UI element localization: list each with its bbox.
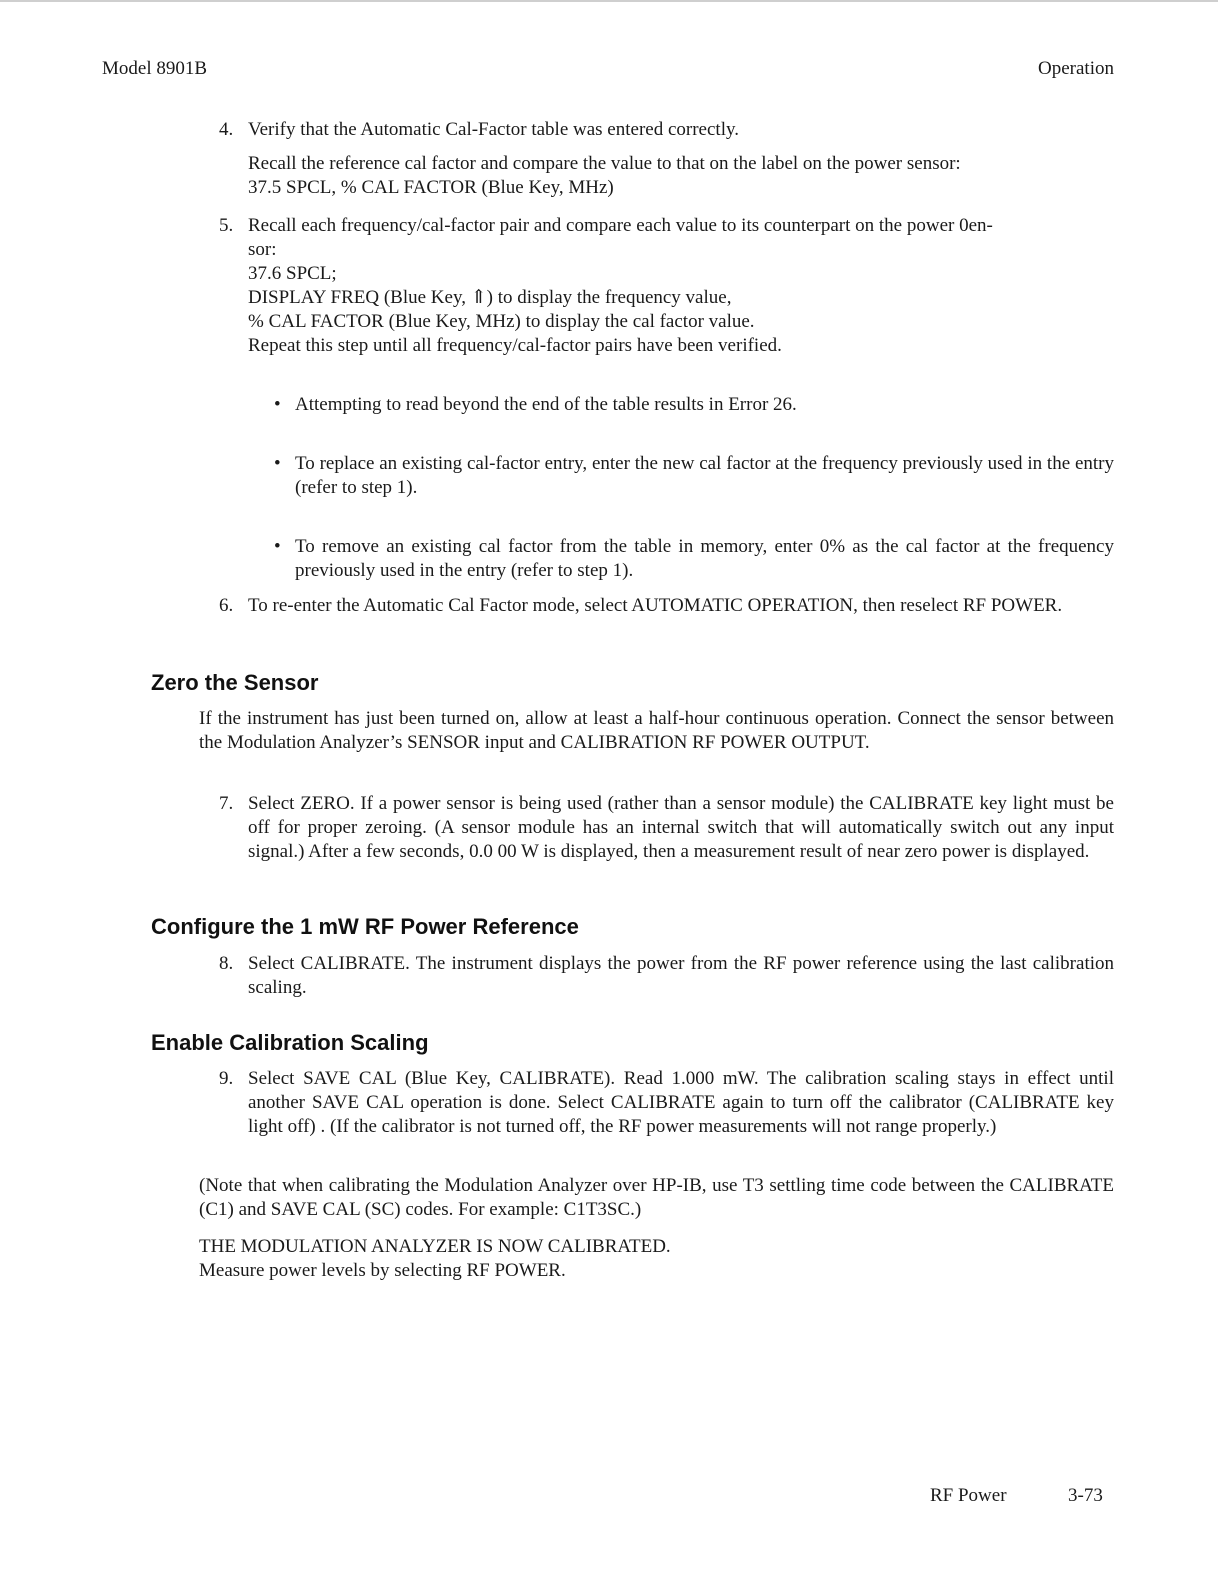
step-6 — [219, 594, 1114, 618]
bullet-item — [274, 393, 1114, 417]
step-text: Repeat this step until all frequency/cal-factor pairs have been verified. — [248, 335, 782, 356]
step-text: Select ZERO. If a power sensor is being used (rather than a sensor module) the CALIBRATE key light must be off for proper zeroing. (A sensor module has an internal switch that will automatically switch out any input signal.) After a few seconds, 0.0 00 W is displayed, then a measurement result of near zero power is displayed. — [248, 793, 1114, 862]
header-model: Model 8901B — [102, 58, 208, 79]
step-number: 5. — [219, 215, 234, 236]
closing-line: THE MODULATION ANALYZER IS NOW CALIBRATED. — [199, 1236, 671, 1257]
step-7 — [219, 792, 1114, 864]
step-text: sor: — [248, 239, 277, 260]
step-text: Select SAVE CAL (Blue Key, CALIBRATE). Read 1.000 mW. The calibration scaling stays in effect until another SAVE CAL operation is done. Select CALIBRATE again to turn off the calibrator (CALIBRATE key light off) . (If the calibrator is not turned off, the RF power measurements will not range properly.) — [248, 1068, 1114, 1137]
step-text: To re-enter the Automatic Cal Factor mode, select AUTOMATIC OPERATION, then reselect RF POWER. — [248, 595, 1063, 616]
step-text: Recall the reference cal factor and compare the value to that on the label on the power sensor: — [248, 153, 961, 174]
bullet-text: To replace an existing cal-factor entry, enter the new cal factor at the frequency previously used in the entry (refer to step 1). — [295, 453, 1114, 498]
step-text: Select CALIBRATE. The instrument displays the power from the RF power reference using the last calibration scaling. — [248, 953, 1114, 998]
step-text: Verify that the Automatic Cal-Factor table was entered correctly. — [248, 119, 739, 140]
bullet-item — [274, 452, 1114, 500]
bullet-item — [274, 535, 1114, 583]
step-number: 6. — [219, 595, 234, 616]
step-number: 7. — [219, 793, 234, 814]
page-top-rule — [0, 0, 1218, 2]
section-heading-enable: Enable Calibration Scaling — [151, 1030, 429, 1055]
step-9 — [219, 1067, 1114, 1139]
step-text: Recall each frequency/cal-factor pair and compare each value to its counterpart on the power 0en- — [248, 215, 993, 236]
step-text: 37.6 SPCL; — [248, 263, 337, 284]
zero-intro: If the instrument has just been turned on, allow at least a half-hour continuous operation. Connect the sensor between the Modulation Analyzer’s SENSOR input and CALIBRATION RF POWER OUTPUT. — [199, 708, 1114, 753]
bullet-glyph: • — [274, 453, 281, 474]
header-section: Operation — [1038, 58, 1114, 79]
step-text: DISPLAY FREQ (Blue Key, ⇑) to display the frequency value, — [248, 287, 732, 308]
hpib-note: (Note that when calibrating the Modulation Analyzer over HP-IB, use T3 settling time code between the CALIBRATE (C1) and SAVE CAL (SC) codes. For example: C1T3SC.) — [199, 1175, 1114, 1220]
section-heading-zero: Zero the Sensor — [151, 670, 319, 695]
step-4 — [219, 118, 1114, 200]
bullet-text: Attempting to read beyond the end of the table results in Error 26. — [295, 394, 797, 415]
footer-page-number: 3-73 — [1068, 1485, 1103, 1506]
step-number: 8. — [219, 953, 234, 974]
section-heading-configure: Configure the 1 mW RF Power Reference — [151, 914, 579, 939]
step-text: 37.5 SPCL, % CAL FACTOR (Blue Key, MHz) — [248, 177, 614, 198]
footer-section-label: RF Power — [930, 1485, 1007, 1506]
step-5 — [219, 214, 1114, 358]
step-number: 9. — [219, 1068, 234, 1089]
closing-line: Measure power levels by selecting RF POWER. — [199, 1260, 566, 1281]
step-number: 4. — [219, 119, 234, 140]
bullet-text: To remove an existing cal factor from the table in memory, enter 0% as the cal factor at the frequency previously used in the entry (refer to step 1). — [295, 536, 1114, 581]
bullet-glyph: • — [274, 394, 281, 415]
closing-statement — [199, 1235, 1114, 1283]
bullet-glyph: • — [274, 536, 281, 557]
step-text: % CAL FACTOR (Blue Key, MHz) to display the cal factor value. — [248, 311, 755, 332]
step-8 — [219, 952, 1114, 1000]
